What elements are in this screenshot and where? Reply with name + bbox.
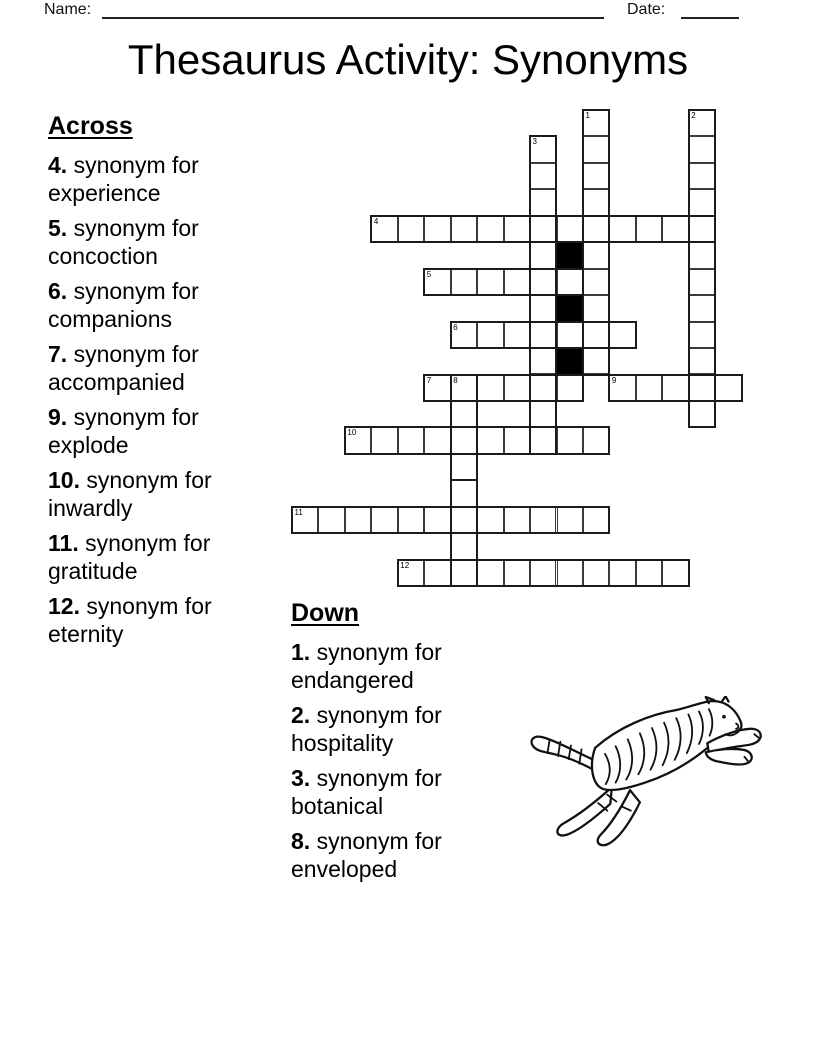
clue-item: 12. synonym for eternity (48, 593, 212, 647)
grid-cell[interactable] (398, 507, 424, 533)
grid-cell[interactable] (689, 375, 715, 401)
grid-number: 5 (426, 269, 432, 279)
grid-cell[interactable] (451, 216, 477, 242)
grid-cell[interactable] (530, 295, 556, 321)
across-heading: Across (48, 112, 133, 140)
grid-cell[interactable] (398, 560, 424, 586)
grid-cell[interactable] (689, 163, 715, 189)
grid-number: 4 (373, 216, 379, 226)
clue-item: 7. synonym for accompanied (48, 341, 199, 395)
grid-cell[interactable] (609, 560, 635, 586)
grid-cell[interactable] (583, 136, 609, 162)
clue-item: 2. synonym for hospitality (291, 702, 442, 756)
clue-number-label: 5. (48, 215, 68, 241)
grid-cell[interactable] (530, 163, 556, 189)
grid-cell[interactable] (530, 375, 556, 401)
clue-number-label: 8. (291, 828, 311, 854)
grid-cell[interactable] (504, 560, 530, 586)
grid-cell[interactable] (451, 322, 477, 348)
grid-cell[interactable] (451, 269, 477, 295)
grid-cell[interactable] (583, 560, 609, 586)
grid-cell[interactable] (530, 401, 556, 427)
black-cell (557, 295, 583, 321)
clue-item: 8. synonym for enveloped (291, 828, 442, 882)
grid-cell[interactable] (424, 269, 450, 295)
grid-cell[interactable] (424, 507, 450, 533)
down-section (291, 599, 503, 890)
grid-cell[interactable] (583, 427, 609, 453)
date-label: Date: (627, 1, 666, 18)
grid-number: 2 (691, 111, 696, 120)
clue-item: 4. synonym for experience (48, 152, 199, 206)
grid-cell[interactable] (557, 322, 583, 348)
grid-cell[interactable] (689, 401, 715, 427)
grid-cell[interactable] (557, 269, 583, 295)
grid-cell[interactable] (451, 401, 477, 427)
grid-cell[interactable] (398, 427, 424, 453)
grid-number: 8 (453, 375, 458, 385)
clue-number-label: 6. (48, 278, 68, 304)
grid-cell[interactable] (530, 322, 556, 348)
grid-cell[interactable] (583, 322, 609, 348)
black-cell (557, 348, 583, 374)
grid-cell[interactable] (530, 136, 556, 162)
grid-cell[interactable] (451, 375, 477, 401)
clue-number-label: 4. (48, 152, 68, 178)
grid-cell[interactable] (609, 216, 635, 242)
grid-cell[interactable] (662, 560, 688, 586)
down-clue-list (291, 638, 503, 883)
grid-cell[interactable] (689, 295, 715, 321)
clue-number-label: 9. (48, 404, 68, 430)
grid-number: 12 (400, 560, 410, 570)
black-cell (557, 242, 583, 268)
grid-cell[interactable] (345, 427, 371, 453)
grid-cell[interactable] (424, 375, 450, 401)
grid-cell[interactable] (530, 242, 556, 268)
grid-cell[interactable] (318, 507, 344, 533)
clue-number-label: 2. (291, 702, 311, 728)
tiger-tail (532, 737, 594, 770)
clue-item: 3. synonym for botanical (291, 765, 442, 819)
grid-cell[interactable] (557, 507, 583, 533)
grid-cell[interactable] (504, 375, 530, 401)
grid-cell[interactable] (477, 322, 503, 348)
tiger-ear (722, 696, 728, 701)
grid-cell[interactable] (451, 507, 477, 533)
grid-cell[interactable] (371, 216, 397, 242)
grid-cell[interactable] (504, 507, 530, 533)
grid-number: 9 (611, 375, 617, 385)
grid-cell[interactable] (424, 427, 450, 453)
grid-cell[interactable] (530, 269, 556, 295)
grid-cell[interactable] (530, 560, 556, 586)
grid-cell[interactable] (345, 507, 371, 533)
grid-cell[interactable] (451, 480, 477, 506)
grid-cell[interactable] (557, 427, 583, 453)
grid-cell[interactable] (689, 269, 715, 295)
grid-cell[interactable] (689, 242, 715, 268)
grid-cell[interactable] (689, 189, 715, 215)
grid-number: 1 (585, 111, 590, 120)
grid-cell[interactable] (583, 507, 609, 533)
grid-cell[interactable] (451, 533, 477, 559)
grid-cell[interactable] (477, 375, 503, 401)
grid-cell[interactable] (530, 189, 556, 215)
tiger-hind-leg-far (557, 787, 611, 835)
tiger-eye (722, 715, 726, 719)
grid-cell[interactable] (504, 322, 530, 348)
grid-cell[interactable] (292, 507, 318, 533)
grid-cell[interactable] (583, 163, 609, 189)
grid-cell[interactable] (583, 110, 609, 136)
grid-cell[interactable] (477, 507, 503, 533)
grid-cell[interactable] (583, 348, 609, 374)
grid-cell[interactable] (504, 216, 530, 242)
grid-cell[interactable] (451, 454, 477, 480)
grid-cell[interactable] (530, 427, 556, 453)
grid-cell[interactable] (609, 322, 635, 348)
grid-number: 7 (426, 375, 432, 385)
grid-cell[interactable] (583, 189, 609, 215)
grid-cell[interactable] (583, 242, 609, 268)
grid-cell[interactable] (424, 560, 450, 586)
grid-number: 10 (347, 428, 357, 438)
clue-item: 10. synonym for inwardly (48, 467, 212, 521)
clue-item: 9. synonym for explode (48, 404, 199, 458)
grid-number: 11 (294, 507, 303, 517)
clue-number-label: 11. (48, 530, 79, 556)
grid-number: 3 (532, 137, 537, 147)
grid-cell[interactable] (583, 216, 609, 242)
grid-cell[interactable] (583, 269, 609, 295)
grid-cell[interactable] (557, 375, 583, 401)
tiger-illustration (527, 696, 777, 848)
clue-number-label: 10. (48, 467, 80, 493)
clue-number-label: 1. (291, 639, 311, 665)
grid-cell[interactable] (636, 375, 662, 401)
clue-number-label: 7. (48, 341, 68, 367)
clue-number-label: 3. (291, 765, 311, 791)
grid-cell[interactable] (477, 560, 503, 586)
grid-cell[interactable] (477, 427, 503, 453)
grid-cell[interactable] (662, 216, 688, 242)
grid-cell[interactable] (689, 216, 715, 242)
clue-item: 1. synonym for endangered (291, 639, 442, 693)
clue-item: 5. synonym for concoction (48, 215, 199, 269)
grid-cell[interactable] (530, 507, 556, 533)
clue-item: 6. synonym for companions (48, 278, 199, 332)
grid-cell[interactable] (689, 322, 715, 348)
clue-number-label: 12. (48, 593, 80, 619)
grid-cell[interactable] (477, 216, 503, 242)
grid-cell[interactable] (583, 295, 609, 321)
grid-cell[interactable] (636, 216, 662, 242)
grid-cell[interactable] (715, 375, 741, 401)
grid-cell[interactable] (477, 269, 503, 295)
grid-cell[interactable] (371, 427, 397, 453)
grid-cell[interactable] (504, 269, 530, 295)
grid-cell[interactable] (424, 216, 450, 242)
grid-cell[interactable] (398, 216, 424, 242)
clue-item: 11. synonym for gratitude (48, 530, 211, 584)
grid-cell[interactable] (504, 427, 530, 453)
grid-cell[interactable] (662, 375, 688, 401)
grid-number: 6 (453, 322, 458, 332)
page-title: Thesaurus Activity: Synonyms (127, 36, 689, 83)
name-label: Name: (44, 1, 92, 18)
grid-cell[interactable] (689, 136, 715, 162)
grid-cell[interactable] (530, 216, 556, 242)
grid-cell[interactable] (451, 560, 477, 586)
grid-cell[interactable] (451, 427, 477, 453)
down-heading: Down (291, 599, 360, 627)
grid-cell[interactable] (371, 507, 397, 533)
grid-cell[interactable] (689, 348, 715, 374)
grid-cell[interactable] (689, 110, 715, 136)
grid-cell[interactable] (636, 560, 662, 586)
grid-cell[interactable] (557, 216, 583, 242)
grid-cell[interactable] (530, 348, 556, 374)
grid-cell[interactable] (609, 375, 635, 401)
grid-cell[interactable] (557, 560, 583, 586)
